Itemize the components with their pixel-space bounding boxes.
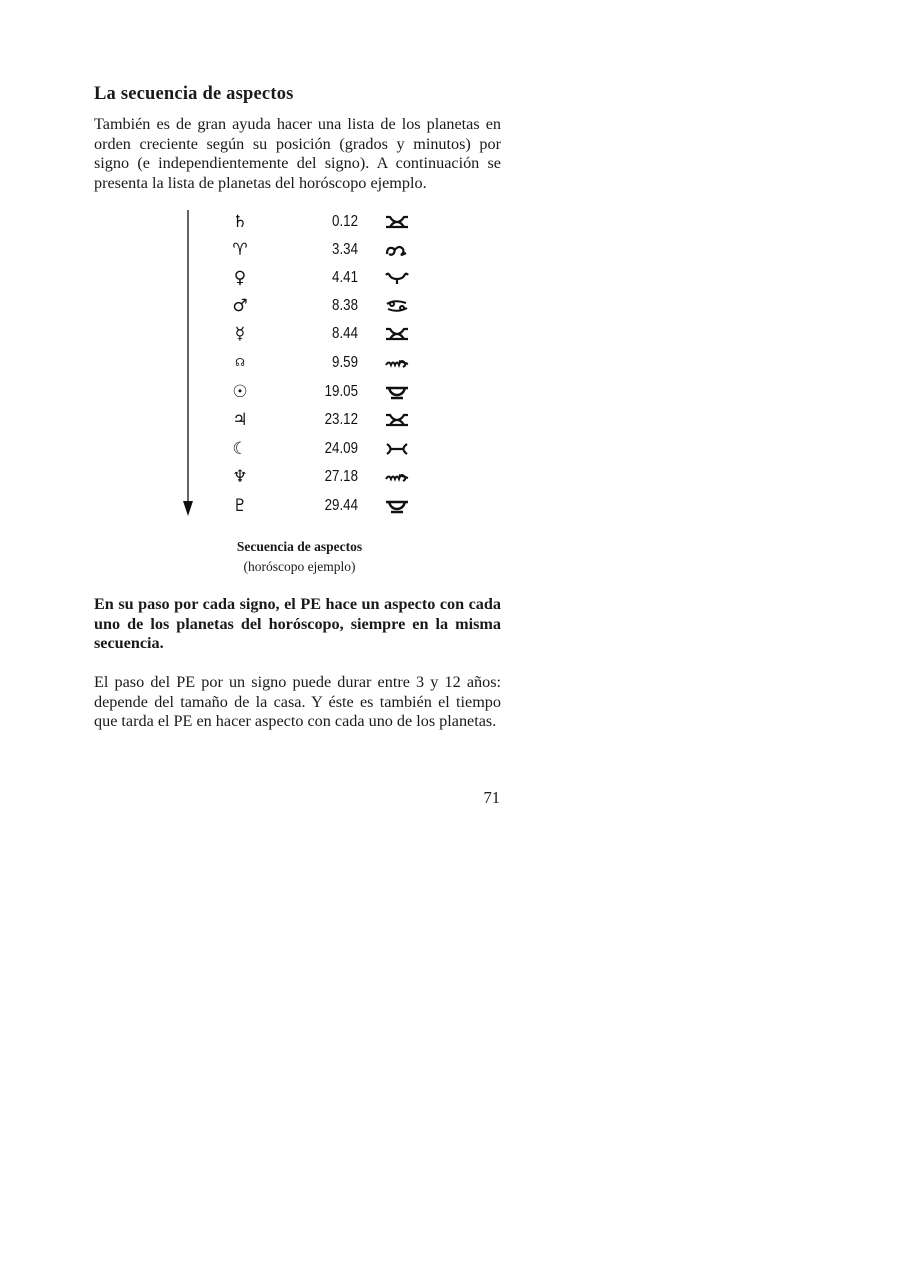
taurus-icon (384, 412, 410, 428)
page-number: 71 (483, 788, 500, 807)
sequence-row (220, 437, 440, 461)
jupiter-icon: ♃ (232, 410, 248, 430)
taurus-icon (384, 214, 410, 230)
degree-value: 3.34 (332, 241, 358, 258)
bold-paragraph: En su paso por cada signo, el PE hace un aspecto con cada uno de los planetas del horóscopo, siempre en la misma secuencia. (94, 595, 501, 653)
sequence-row (220, 266, 440, 290)
sequence-row (220, 238, 440, 262)
figure-caption-title: Secuencia de aspectos (236, 539, 363, 554)
virgo-icon (384, 355, 410, 371)
moon-icon: ☾ (232, 439, 248, 459)
sequence-row (220, 408, 440, 432)
degree-value: 0.12 (332, 213, 358, 230)
sequence-row (220, 494, 440, 518)
node-icon: ☊ (235, 356, 245, 369)
taurus-icon (384, 326, 410, 342)
pisces-icon (384, 441, 410, 457)
degree-value: 27.18 (324, 468, 358, 485)
degree-value: 29.44 (324, 497, 358, 514)
mercury-icon: ☿ (234, 324, 246, 344)
virgo-icon (384, 469, 410, 485)
sequence-row (220, 380, 440, 404)
degree-value: 8.44 (332, 325, 358, 342)
neptune-icon: ♆ (232, 467, 248, 487)
sequence-row (220, 351, 440, 375)
libra-icon (384, 498, 410, 514)
venus-icon: ♀ (233, 268, 247, 288)
degree-value: 9.59 (332, 354, 358, 371)
down-arrow-icon (180, 210, 196, 520)
degree-value: 19.05 (324, 383, 358, 400)
degree-value: 24.09 (324, 440, 358, 457)
sequence-row (220, 294, 440, 318)
pluto-icon: ♇ (232, 496, 248, 516)
chiron-icon: ♈ (232, 240, 248, 260)
sequence-row (220, 210, 440, 234)
cancer-icon (384, 298, 410, 314)
leo-icon (384, 242, 410, 258)
figure-caption-subtitle: (horóscopo ejemplo) (243, 559, 356, 574)
libra-icon (384, 384, 410, 400)
mars-icon: ♂ (232, 296, 248, 316)
degree-value: 23.12 (324, 411, 358, 428)
closing-paragraph: El paso del PE por un signo puede durar entre 3 y 12 años: depende del tamaño de la casa. Y éste es también el tiempo que tarda el PE en hacer aspecto con cada uno de los planetas. (94, 673, 501, 731)
saturn-icon: ♄ (232, 212, 248, 232)
aries-icon (384, 270, 410, 286)
degree-value: 8.38 (332, 297, 358, 314)
sequence-row (220, 465, 440, 489)
degree-value: 4.41 (332, 269, 358, 286)
sequence-row (220, 322, 440, 346)
sun-icon: ☉ (232, 382, 248, 402)
intro-paragraph: También es de gran ayuda hacer una lista de los planetas en orden creciente según su posición (grados y minutos) por signo (e independientemente del signo). A continuación se presenta la lista de planetas del horóscopo ejemplo. (94, 115, 501, 192)
section-heading: La secuencia de aspectos (94, 84, 294, 104)
